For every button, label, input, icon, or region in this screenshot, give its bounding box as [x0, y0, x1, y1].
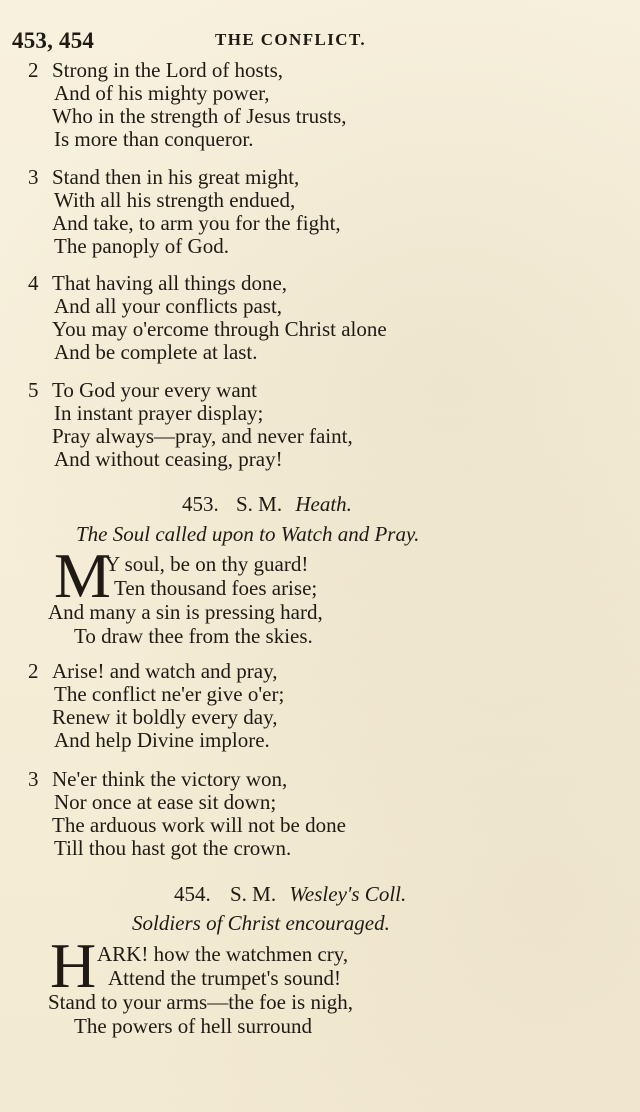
page-numbers: 453, 454	[12, 28, 95, 53]
hymn-454-subtitle: Soldiers of Christ encouraged.	[132, 911, 390, 935]
stanza-line	[28, 59, 448, 82]
stanza-number: 2	[28, 58, 39, 82]
hymn-453-subtitle: The Soul called upon to Watch and Pray.	[76, 522, 420, 546]
stanza-line: You may o'ercome through Christ alone	[52, 317, 387, 341]
stanza-line: The conflict ne'er give o'er;	[54, 682, 285, 706]
stanza-number: 2	[28, 659, 39, 683]
hymn-453-stanza-3	[28, 768, 448, 860]
stanza-3-section-a	[28, 166, 448, 258]
stanza-line	[28, 660, 448, 683]
hymn-tune: Wesley's Coll.	[289, 882, 407, 906]
hymn-453-heading	[182, 492, 352, 517]
stanza-line: And without ceasing, pray!	[54, 447, 283, 471]
stanza-line	[28, 166, 448, 189]
hymn-454-heading	[174, 882, 406, 907]
stanza-line: And of his mighty power,	[54, 81, 270, 105]
stanza-2-section-a	[28, 59, 448, 151]
page-header	[12, 28, 372, 52]
hymn-453-line-1: Y soul, be on thy guard!	[105, 552, 309, 576]
stanza-line: The arduous work will not be done	[52, 813, 346, 837]
stanza-line: In instant prayer display;	[54, 401, 264, 425]
hymn-454-line-3: Stand to your arms—the foe is nigh,	[48, 990, 354, 1014]
hymn-454-line-1: ARK! how the watchmen cry,	[97, 942, 349, 966]
stanza-line: Pray always—pray, and never faint,	[52, 424, 353, 448]
stanza-4-section-a	[28, 272, 448, 364]
hymn-453-line-4: To draw thee from the skies.	[74, 624, 313, 648]
stanza-line	[28, 768, 448, 791]
stanza-line: With all his strength endued,	[54, 188, 296, 212]
stanza-text: That having all things done,	[52, 271, 288, 295]
stanza-line	[28, 272, 448, 295]
stanza-line: And take, to arm you for the fight,	[52, 211, 341, 235]
stanza-number: 5	[28, 378, 39, 402]
running-head: THE CONFLICT.	[215, 30, 367, 49]
hymn-meter: S. M.	[236, 492, 283, 516]
hymn-tune: Heath.	[295, 492, 352, 516]
stanza-line: Renew it boldly every day,	[52, 705, 278, 729]
stanza-line: Till thou hast got the crown.	[54, 836, 292, 860]
hymn-number: 454.	[174, 882, 211, 906]
hymn-453-dropcap: M	[54, 540, 111, 611]
hymn-454-line-4: The powers of hell surround	[74, 1014, 312, 1038]
stanza-number: 3	[28, 165, 39, 189]
stanza-line: Is more than conqueror.	[54, 127, 254, 151]
hymn-number: 453.	[182, 492, 219, 516]
stanza-line: Nor once at ease sit down;	[54, 790, 277, 814]
stanza-text: To God your every want	[52, 378, 257, 402]
stanza-text: Stand then in his great might,	[52, 165, 300, 189]
stanza-text: Strong in the Lord of hosts,	[52, 58, 283, 82]
stanza-line: The panoply of God.	[54, 234, 229, 258]
hymn-454-line-2: Attend the trumpet's sound!	[108, 966, 341, 990]
stanza-line: And be complete at last.	[54, 340, 258, 364]
hymn-453-line-2: Ten thousand foes arise;	[114, 576, 318, 600]
hymn-453-stanza-2	[28, 660, 448, 752]
stanza-line: Who in the strength of Jesus trusts,	[52, 104, 347, 128]
stanza-number: 3	[28, 767, 39, 791]
stanza-text: Ne'er think the victory won,	[52, 767, 288, 791]
hymn-454-dropcap: H	[50, 930, 97, 1001]
hymn-meter: S. M.	[230, 882, 277, 906]
stanza-5-section-a	[28, 379, 448, 471]
stanza-line: And all your conflicts past,	[54, 294, 283, 318]
stanza-line	[28, 379, 448, 402]
stanza-line: And help Divine implore.	[54, 728, 270, 752]
stanza-text: Arise! and watch and pray,	[52, 659, 278, 683]
hymn-453-line-3: And many a sin is pressing hard,	[48, 600, 323, 624]
stanza-number: 4	[28, 271, 39, 295]
